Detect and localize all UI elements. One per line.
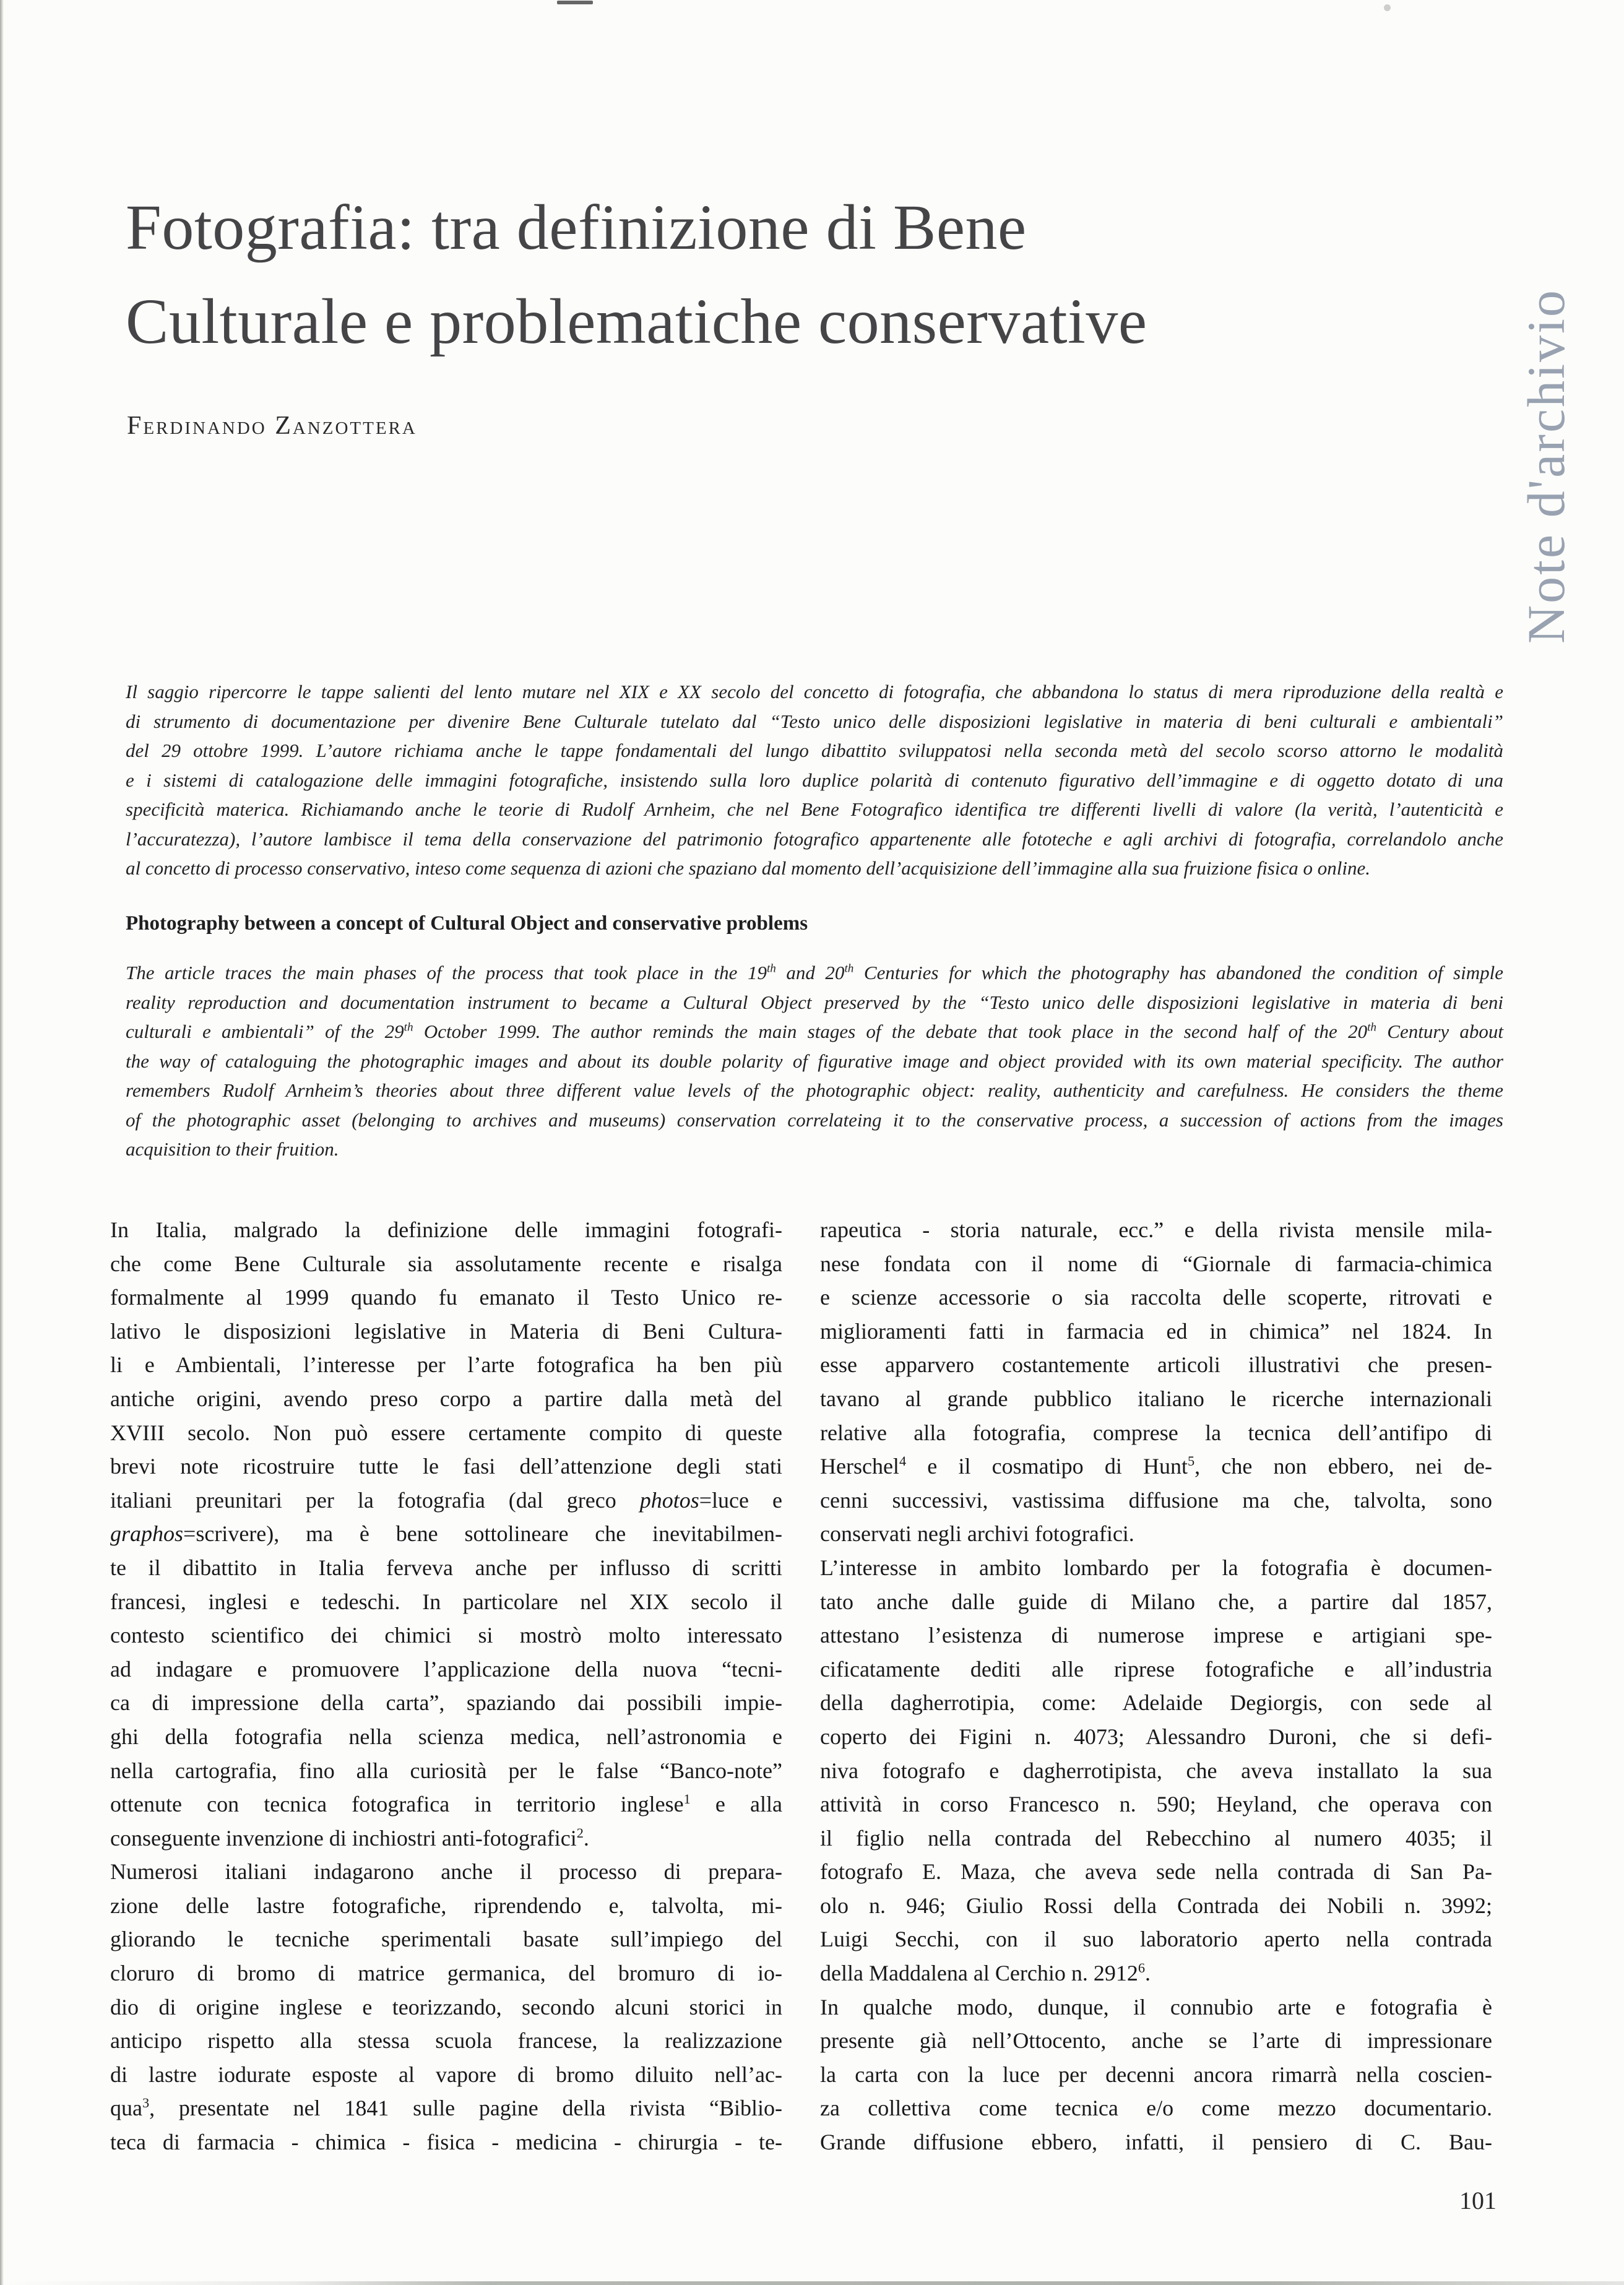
text-line: Luigi Secchi, con il suo laboratorio aperto nella contrada: [820, 1927, 1492, 1952]
body-column-left: [110, 1213, 782, 2159]
text-line: rapeutica - storia naturale, ecc.” e della rivista mensile mila-: [820, 1217, 1492, 1242]
scan-edge-bottom: [0, 2281, 1624, 2285]
text-line: di strumento di documentazione per divenire Bene Culturale tutelato dal “Testo unico delle disposizioni legislative in materia di beni culturali e ambientali”: [126, 710, 1503, 732]
scan-mark: [557, 1, 593, 4]
text-line: za collettiva come tecnica e/o come mezzo documentario.: [820, 2096, 1492, 2121]
text-line: francesi, inglesi e tedeschi. In particolare nel XIX secolo il: [110, 1589, 782, 1614]
text-line: della dagherrotipia, come: Adelaide Degiorgis, con sede al: [820, 1690, 1492, 1716]
page-number: 101: [1459, 2187, 1497, 2214]
text-line: reality reproduction and documentation instrument to became a Cultural Object preserved by the “Testo unico delle disposizioni legislative in materia di beni: [126, 991, 1503, 1013]
text-line: nella cartografia, fino alla curiosità per le false “Banco-note”: [110, 1758, 782, 1783]
text-line: al concetto di processo conservativo, inteso come sequenza di azioni che spaziano dal momento dell’acquisizione dell’immagine alla sua fruizione fisica o online.: [126, 857, 1370, 879]
text-line: L’interesse in ambito lombardo per la fotografia è documen-: [820, 1555, 1492, 1580]
section-label-vertical: Note d'archivio: [1516, 288, 1576, 644]
text-line: la carta con la luce per decenni ancora rimarrà nella coscien-: [820, 2062, 1492, 2087]
text-line: attestano l’esistenza di numerose imprese e artigiani spe-: [820, 1623, 1492, 1648]
scan-mark: [1384, 4, 1391, 11]
text-line: esse apparvero costantemente articoli illustrativi che presen-: [820, 1352, 1492, 1378]
text-line: ad indagare e promuovere l’applicazione della nuova “tecni-: [110, 1656, 782, 1682]
text-line: culturali e ambientali” of the 29th October 1999. The author reminds the main stages of the debate that took place in the second half of the 20th Century about: [126, 1021, 1504, 1042]
abstract-italian: [126, 677, 1503, 883]
text-line: zione delle lastre fotografiche, riprendendo e, talvolta, mi-: [110, 1893, 782, 1918]
text-line: niva fotografo e dagherrotipista, che aveva installato la sua: [820, 1758, 1492, 1783]
text-line: Numerosi italiani indagarono anche il processo di prepara-: [110, 1859, 782, 1885]
author-name: Ferdinando Zanzottera: [127, 412, 417, 440]
text-line: li e Ambientali, l’interesse per l’arte fotografica ha ben più: [110, 1352, 782, 1378]
text-line: fotografo E. Maza, che aveva sede nella contrada di San Pa-: [820, 1859, 1492, 1885]
body-column-right: [820, 1213, 1492, 2159]
text-line: conseguente invenzione di inchiostri anti-fotografici$^2$.: [110, 1825, 589, 1851]
text-line: nese fondata con il nome di “Giornale di farmacia-chimica: [820, 1251, 1492, 1276]
text-line: e i sistemi di catalogazione delle immagini fotografiche, insistendo sulla loro duplice polarità di contenuto figurativo dell’immagine e di oggetto dotato di una: [126, 769, 1503, 791]
text-line: ghi della fotografia nella scienza medica, nell’astronomia e: [110, 1724, 782, 1749]
text-line: del 29 ottobre 1999. L’autore richiama anche le tappe fondamentali del lungo dibattito sviluppatosi nella seconda metà del secolo scorso attorno le modalità: [126, 740, 1503, 761]
scan-edge-left: [0, 0, 4, 2285]
text-line: brevi note ricostruire tutte le fasi dell’attenzione degli stati: [110, 1454, 782, 1479]
text-line: In qualche modo, dunque, il connubio arte e fotografia è: [820, 1994, 1492, 2019]
text-line: the way of cataloguing the photographic images and about its double polarity of figurative image and object provided with its own material specificity. The author: [126, 1050, 1503, 1072]
text-line: coperto dei Figini n. 4073; Alessandro Duroni, che si defi-: [820, 1724, 1492, 1749]
text-line: acquisition to their fruition.: [126, 1138, 339, 1160]
text-line: gliorando le tecniche sperimentali basate sull’impiego del: [110, 1927, 782, 1952]
page-title: [126, 181, 1147, 369]
text-line: il figlio nella contrada del Rebecchino al numero 4035; il: [820, 1825, 1492, 1851]
text-line: italiani preunitari per la fotografia (dal greco photos=luce e: [110, 1487, 782, 1513]
text-line: teca di farmacia - chimica - fisica - medicina - chirurgia - te-: [110, 2130, 782, 2155]
text-line: attività in corso Francesco n. 590; Heyland, che operava con: [820, 1792, 1492, 1817]
text-line: che come Bene Culturale sia assolutamente recente e risalga: [110, 1251, 782, 1276]
text-line: The article traces the main phases of the process that took place in the 19th and 20th Centuries for which the photography has abandoned the condition of simple: [126, 962, 1503, 983]
text-line: della Maddalena al Cerchio n. 2912$^6$.: [820, 1960, 1151, 1986]
text-line: contesto scientifico dei chimici si mostrò molto interessato: [110, 1623, 782, 1648]
text-line: l’accuratezza), l’autore lambisce il tema della conservazione del patrimonio fotografico appartenente alle fototeche e agli archivi di fotografia, correlandolo anche: [126, 827, 1503, 850]
text-line: qua$^3$, presentate nel 1841 sulle pagine della rivista “Biblio-: [110, 2095, 782, 2121]
abstract-english: [126, 958, 1503, 1164]
text-line: cificatamente dediti alle riprese fotografiche e all’industria: [820, 1656, 1492, 1682]
text-line: Grande diffusione ebbero, infatti, il pensiero di C. Bau-: [820, 2130, 1492, 2155]
text-line: relative alla fotografia, comprese la tecnica dell’antifipo di: [820, 1420, 1492, 1445]
text-line: presente già nell’Ottocento, anche se l’arte di impressionare: [820, 2028, 1492, 2054]
page-title-line1: Fotografia: tra definizione di Bene: [126, 192, 1027, 263]
text-line: Herschel$^4$ e il cosmatipo di Hunt$^5$, che non ebbero, nei de-: [820, 1453, 1492, 1479]
text-line: conservati negli archivi fotografici.: [820, 1521, 1134, 1547]
text-line: of the photographic asset (belonging to archives and museums) conservation correlateing it to the conservative process, a succession of actions from the images: [126, 1108, 1503, 1131]
text-line: formalmente al 1999 quando fu emanato il Testo Unico re-: [110, 1285, 782, 1310]
page-title-line2: Culturale e problematiche conservative: [126, 286, 1147, 357]
text-line: cenni successivi, vastissima diffusione ma che, talvolta, sono: [820, 1487, 1492, 1513]
text-line: XVIII secolo. Non può essere certamente compito di queste: [110, 1420, 782, 1445]
text-line: specificità materica. Richiamando anche le teorie di Rudolf Arnheim, che nel Bene Fotografico identifica tre differenti livelli di valore (la verità, l’autenticità e: [126, 798, 1503, 820]
text-line: antiche origini, avendo preso corpo a partire dalla metà del: [110, 1386, 782, 1411]
text-line: e scienze accessorie o sia raccolta delle scoperte, ritrovati e: [820, 1285, 1492, 1310]
text-line: olo n. 946; Giulio Rossi della Contrada dei Nobili n. 3992;: [820, 1893, 1492, 1918]
text-line: te il dibattito in Italia ferveva anche per influsso di scritti: [110, 1555, 782, 1580]
text-line: tavano al grande pubblico italiano le ricerche internazionali: [820, 1386, 1492, 1411]
text-line: miglioramenti fatti in farmacia ed in chimica” nel 1824. In: [820, 1318, 1492, 1344]
text-line: graphos=scrivere), ma è bene sottolineare che inevitabilmen-: [110, 1521, 782, 1547]
text-line: ottenute con tecnica fotografica in territorio inglese$^1$ e alla: [110, 1791, 782, 1817]
text-line: tato anche dalle guide di Milano che, a partire dal 1857,: [820, 1589, 1492, 1614]
text-line: In Italia, malgrado la definizione delle immagini fotografi-: [110, 1217, 782, 1242]
text-line: dio di origine inglese e teorizzando, secondo alcuni storici in: [110, 1994, 782, 2019]
text-line: Il saggio ripercorre le tappe salienti del lento mutare nel XIX e XX secolo del concetto di fotografia, che abbandona lo status di mera riproduzione della realtà e: [126, 681, 1503, 702]
abstract-english-heading: Photography between a concept of Cultural Object and conservative problems: [126, 912, 808, 935]
text-line: cloruro di bromo di matrice germanica, del bromuro di io-: [110, 1961, 782, 1986]
text-line: remembers Rudolf Arnheim’s theories about three different value levels of the photographic object: reality, authenticity and carefulness. He considers the theme: [126, 1079, 1503, 1101]
text-line: anticipo rispetto alla stessa scuola francese, la realizzazione: [110, 2028, 782, 2054]
text-line: ca di impressione della carta”, spaziando dai possibili impie-: [110, 1690, 782, 1716]
text-line: lativo le disposizioni legislative in Materia di Beni Cultura-: [110, 1318, 782, 1344]
text-line: di lastre iodurate esposte al vapore di bromo diluito nell’ac-: [110, 2062, 782, 2087]
